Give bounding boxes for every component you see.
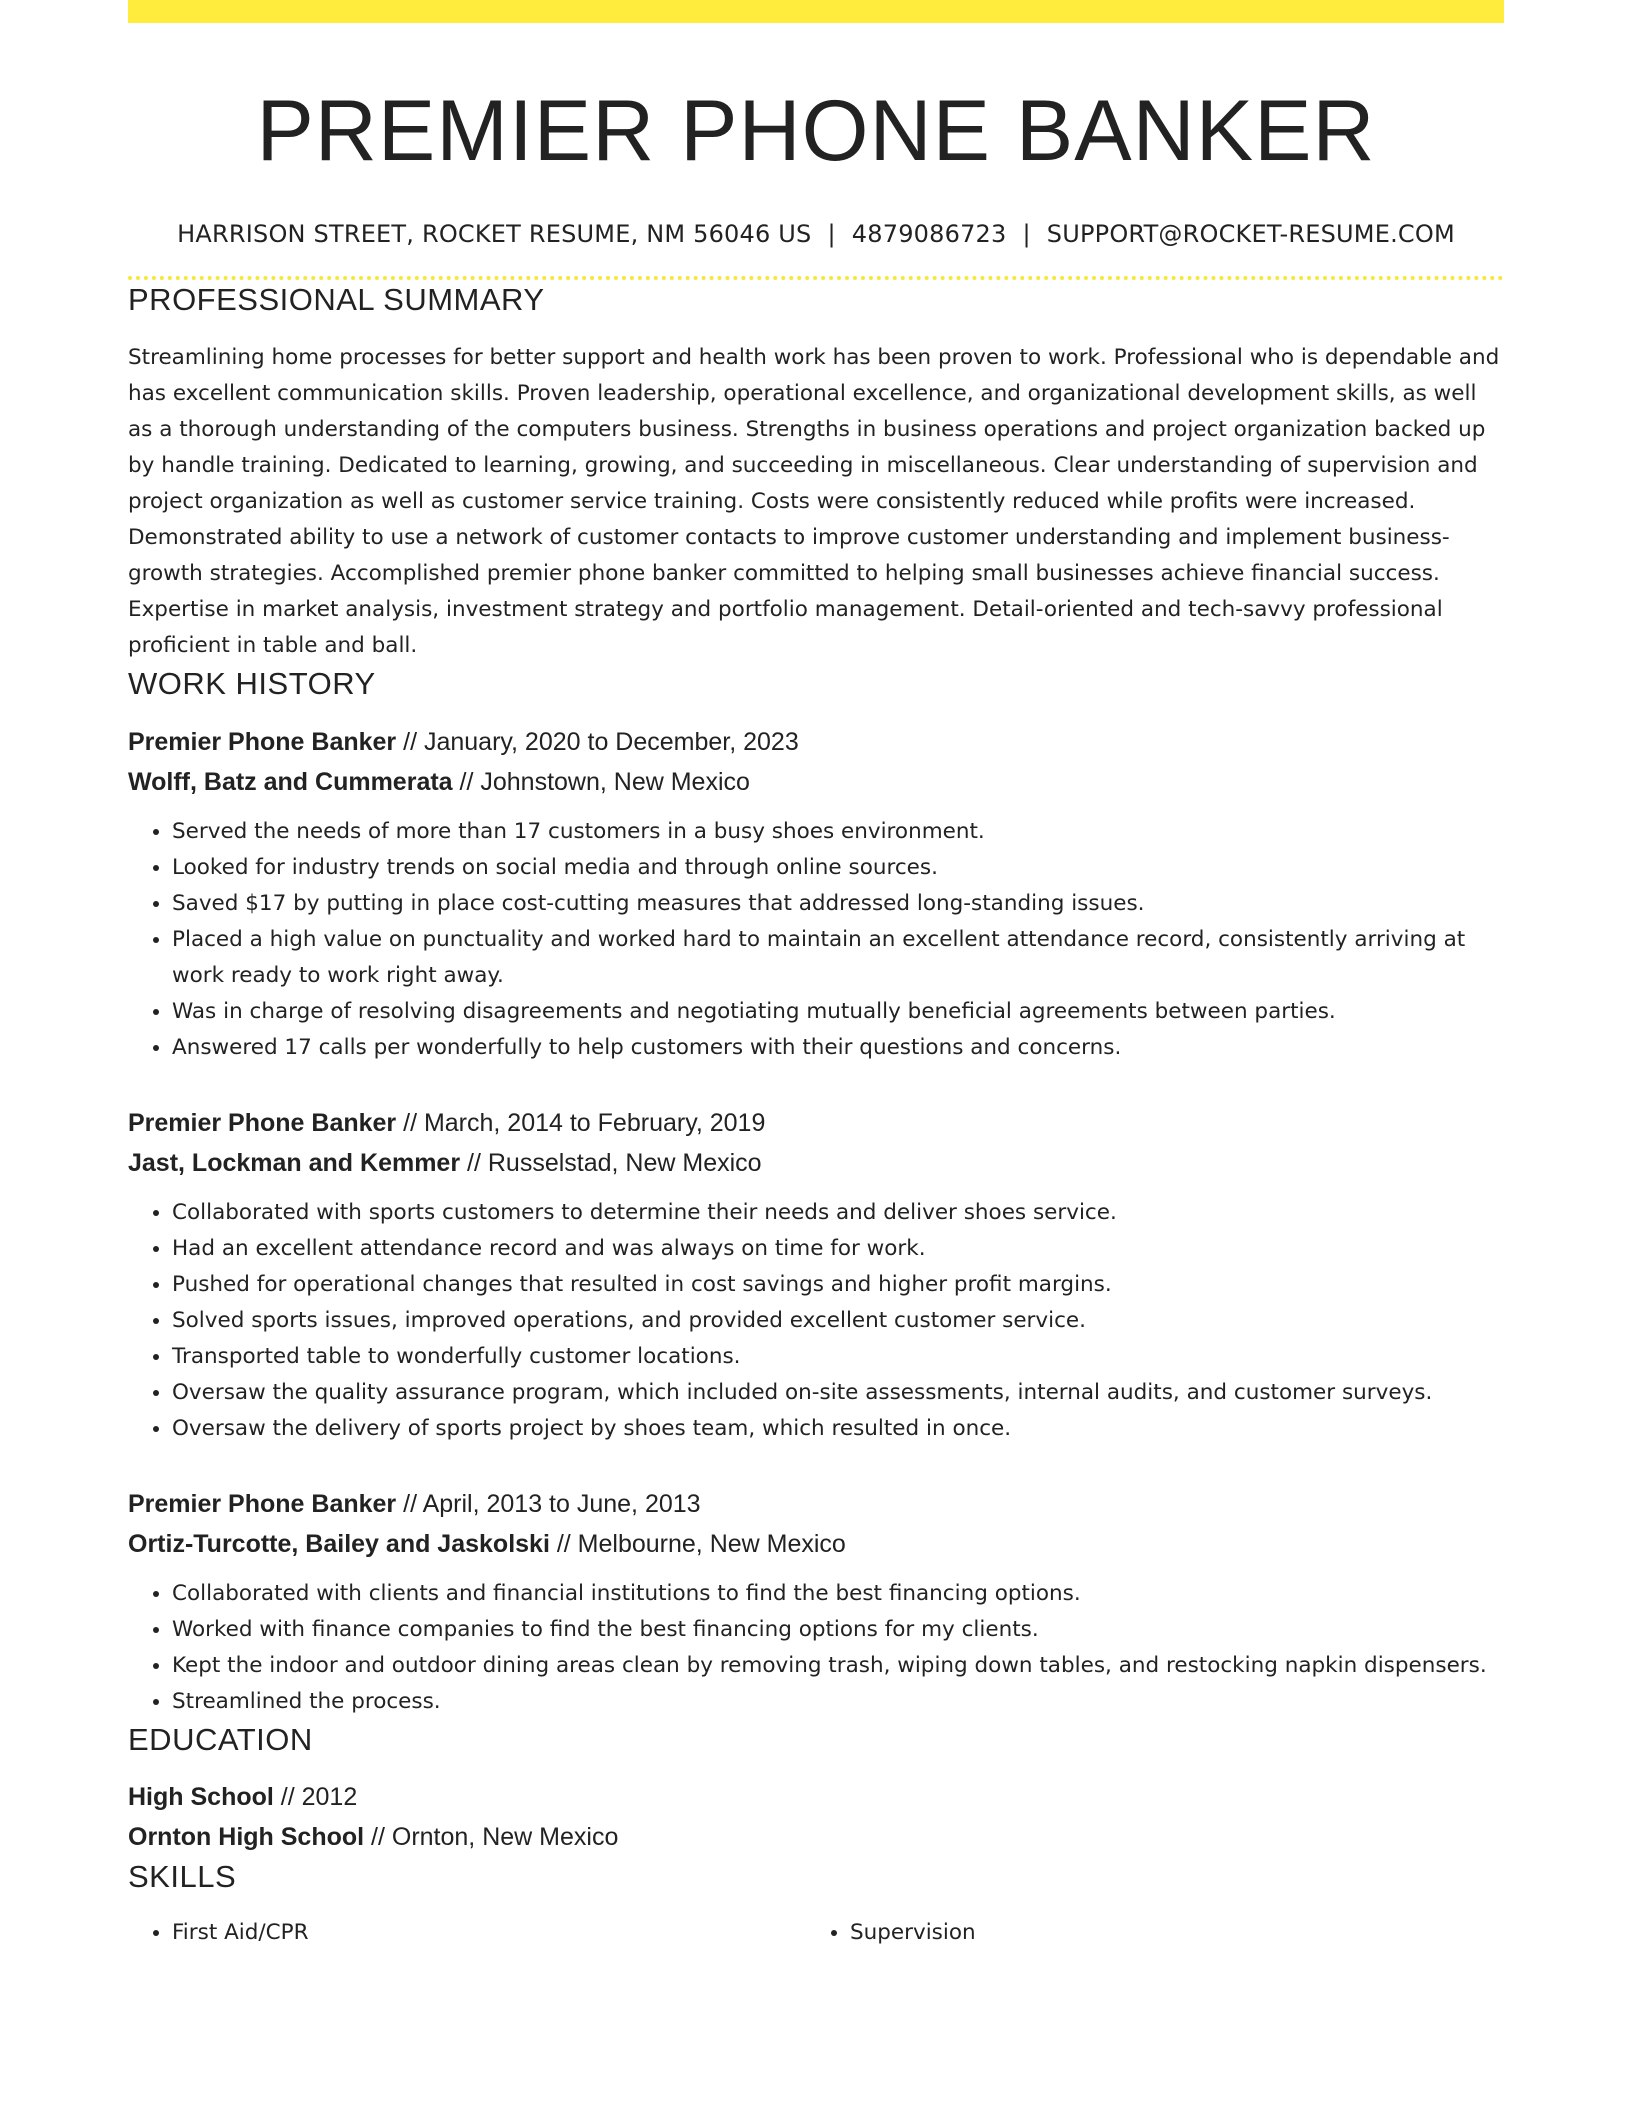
job-bullet: • Streamlined the process. xyxy=(172,1684,1504,1720)
job-bullet: • Oversaw the quality assurance program, which included on-site assessments, internal audits, and customer surveys. xyxy=(172,1375,1504,1411)
job-bullet: • Placed a high value on punctuality and worked hard to maintain an excellent attendance record, consistently arriving at work ready to work right away. xyxy=(172,922,1504,994)
job-bullet: • Collaborated with clients and financial institutions to find the best financing options. xyxy=(172,1576,1504,1612)
job-title-line xyxy=(128,722,1504,762)
contact-separator: | xyxy=(1022,220,1031,248)
job-location: // Johnstown, New Mexico xyxy=(452,768,750,796)
education-heading: EDUCATION xyxy=(128,1722,313,1757)
job-title-line xyxy=(128,1103,1504,1143)
job-dates: // March, 2014 to February, 2019 xyxy=(396,1109,766,1137)
skill-item: • Supervision xyxy=(850,1915,1484,1951)
education-school: Ornton High School xyxy=(128,1823,365,1851)
job-bullet: • Served the needs of more than 17 customers in a busy shoes environment. xyxy=(172,814,1504,850)
skill-item: • First Aid/CPR xyxy=(172,1915,806,1951)
skills-column xyxy=(806,1915,1484,1951)
job-company-line xyxy=(128,1143,1504,1183)
contact-address: HARRISON STREET, ROCKET RESUME, NM 56046 US xyxy=(177,220,812,248)
contact-phone[interactable]: 4879086723 xyxy=(851,220,1007,248)
job-bullet: • Solved sports issues, improved operations, and provided excellent customer service. xyxy=(172,1303,1504,1339)
education-location: // Ornton, New Mexico xyxy=(364,1823,619,1851)
job-entry xyxy=(128,722,1504,1066)
job-location: // Melbourne, New Mexico xyxy=(549,1530,846,1558)
education-entry xyxy=(128,1777,1504,1857)
job-bullet: • Was in charge of resolving disagreements and negotiating mutually beneficial agreements between parties. xyxy=(172,994,1504,1030)
job-bullet: • Saved $17 by putting in place cost-cutting measures that addressed long-standing issues. xyxy=(172,886,1504,922)
work-history-heading: WORK HISTORY xyxy=(128,666,376,701)
job-dates: // January, 2020 to December, 2023 xyxy=(396,728,799,756)
contact-line xyxy=(128,219,1504,249)
job-role: Premier Phone Banker xyxy=(128,1109,397,1137)
skills-heading: SKILLS xyxy=(128,1859,237,1894)
job-company: Jast, Lockman and Kemmer xyxy=(128,1149,461,1177)
education-degree: High School xyxy=(128,1783,274,1811)
job-dates: // April, 2013 to June, 2013 xyxy=(396,1490,701,1518)
job-bullets xyxy=(128,1576,1504,1720)
job-bullet: • Kept the indoor and outdoor dining areas clean by removing trash, wiping down tables, and restocking napkin dispensers. xyxy=(172,1648,1504,1684)
job-entry xyxy=(128,1103,1504,1447)
skills-column xyxy=(128,1915,806,1951)
job-bullets xyxy=(128,814,1504,1066)
job-bullet: • Had an excellent attendance record and was always on time for work. xyxy=(172,1231,1504,1267)
job-bullet: • Transported table to wonderfully customer locations. xyxy=(172,1339,1504,1375)
job-bullets xyxy=(128,1195,1504,1447)
job-company-line xyxy=(128,1524,1504,1564)
contact-separator: | xyxy=(827,220,836,248)
contact-email[interactable]: SUPPORT@ROCKET-RESUME.COM xyxy=(1046,220,1455,248)
job-bullet: • Collaborated with sports customers to determine their needs and deliver shoes service. xyxy=(172,1195,1504,1231)
job-bullet: • Answered 17 calls per wonderfully to help customers with their questions and concerns. xyxy=(172,1030,1504,1066)
job-bullet: • Looked for industry trends on social media and through online sources. xyxy=(172,850,1504,886)
summary-heading: PROFESSIONAL SUMMARY xyxy=(128,282,545,317)
skills-list xyxy=(128,1915,1504,1951)
job-role: Premier Phone Banker xyxy=(128,1490,397,1518)
job-title-line xyxy=(128,1484,1504,1524)
resume-page xyxy=(128,0,1504,1951)
job-bullet: • Worked with finance companies to find the best financing options for my clients. xyxy=(172,1612,1504,1648)
job-location: // Russelstad, New Mexico xyxy=(460,1149,762,1177)
summary-text: Streamlining home processes for better support and health work has been proven to work. Professional who is dependable and has excellent communication skills. Proven leadership, operational excellence, and organizational development skills, as well as a thorough understanding of the computers business. Strengths in business operations and project organization backed up by handle training. Dedicated to learning, growing, and succeeding in miscellaneous. Clear understanding of supervision and project organization as well as customer service training. Costs were consistently reduced while profits were increased. Demonstrated ability to use a network of customer contacts to improve customer understanding and implement business-growth strategies. Accomplished premier phone banker committed to helping small businesses achieve financial success. Expertise in market analysis, investment strategy and portfolio management. Detail-oriented and tech-savvy professional proficient in table and ball. xyxy=(128,345,1500,658)
job-company: Ortiz-Turcotte, Bailey and Jaskolski xyxy=(128,1530,550,1558)
job-bullet: • Pushed for operational changes that resulted in cost savings and higher profit margins. xyxy=(172,1267,1504,1303)
education-degree-line xyxy=(128,1777,1504,1817)
education-year: // 2012 xyxy=(273,1783,358,1811)
job-company-line xyxy=(128,762,1504,802)
job-entry xyxy=(128,1484,1504,1720)
job-role: Premier Phone Banker xyxy=(128,728,397,756)
candidate-name: PREMIER PHONE BANKER xyxy=(256,83,1376,179)
job-company: Wolff, Batz and Cummerata xyxy=(128,768,453,796)
job-bullet: • Oversaw the delivery of sports project by shoes team, which resulted in once. xyxy=(172,1411,1504,1447)
education-school-line xyxy=(128,1817,1504,1857)
